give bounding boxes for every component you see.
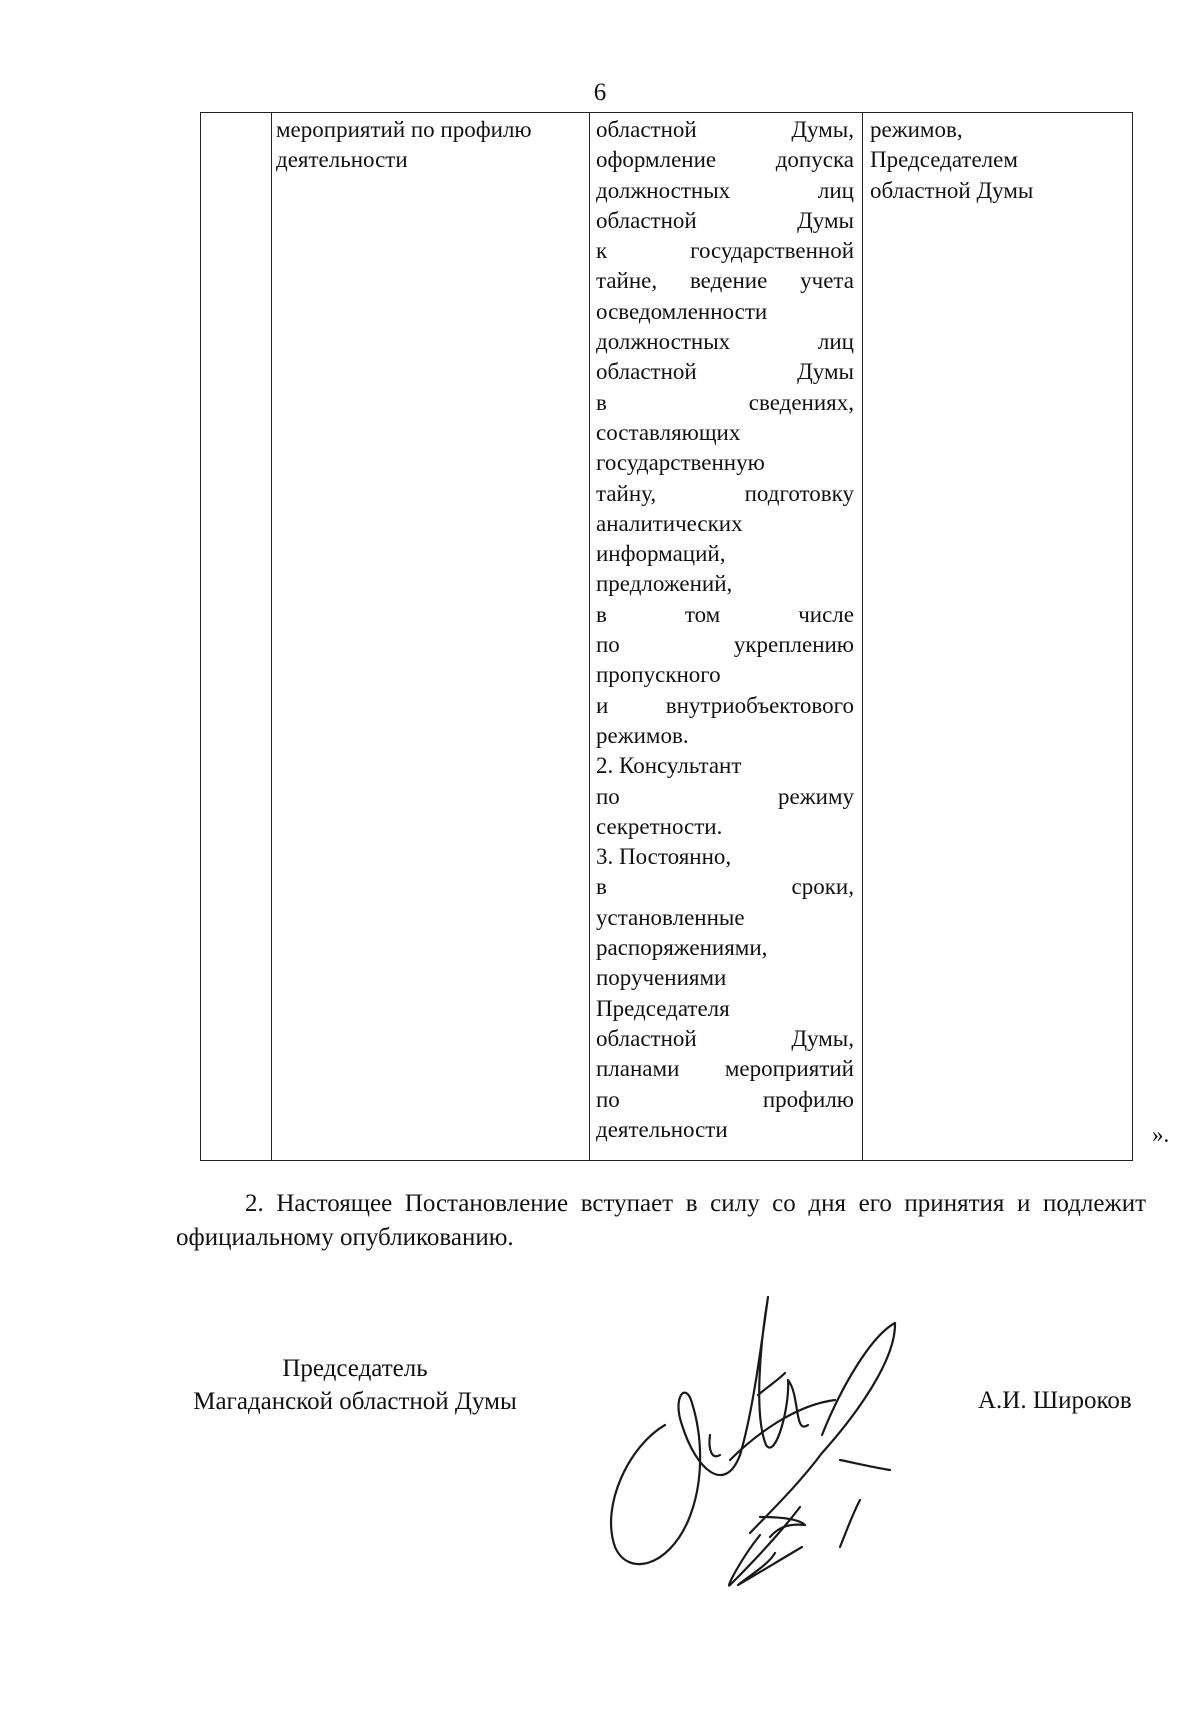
tasks-line xyxy=(596,994,854,1024)
tasks-line xyxy=(596,872,854,902)
row-number-cell xyxy=(201,113,272,1161)
tasks-word: учета xyxy=(800,268,854,294)
tasks-line xyxy=(596,630,854,660)
tasks-word: в xyxy=(596,601,607,627)
table-row xyxy=(201,113,1133,1161)
tasks-line xyxy=(596,600,854,630)
event-name-cell xyxy=(272,113,590,1161)
tasks-line xyxy=(596,1115,854,1145)
tasks-word: должностных xyxy=(596,177,731,203)
tasks-line xyxy=(596,660,854,690)
tasks-word: Думы xyxy=(797,207,854,233)
tasks-word: государственной xyxy=(690,238,854,264)
tasks-line xyxy=(596,1054,854,1084)
tasks-line xyxy=(596,782,854,812)
tasks-word: по xyxy=(596,632,620,658)
tasks-word: аналитических xyxy=(596,510,743,536)
tasks-word: в xyxy=(596,874,607,900)
event-name-text: мероприятий по профилю деятельности xyxy=(276,117,532,173)
tasks-word: должностных xyxy=(596,329,731,355)
responsible-cell xyxy=(863,113,1133,1161)
tasks-line xyxy=(596,903,854,933)
tasks-word: сроки, xyxy=(791,874,854,900)
tasks-line xyxy=(596,176,854,206)
tasks-word: тайне, xyxy=(596,268,658,294)
tasks-line xyxy=(596,479,854,509)
tasks-word: и xyxy=(596,692,609,718)
tasks-line xyxy=(596,266,854,296)
tasks-word: информаций, xyxy=(596,541,726,567)
tasks-line xyxy=(596,206,854,236)
signatory-title-line-1: Председатель xyxy=(282,1355,428,1382)
tasks-line xyxy=(596,297,854,327)
tasks-cell xyxy=(590,113,863,1161)
tasks-word: предложений, xyxy=(596,571,733,597)
tasks-word: к xyxy=(596,238,608,264)
tasks-word: областной xyxy=(596,207,697,233)
tasks-line xyxy=(596,509,854,539)
tasks-word: мероприятий xyxy=(724,1056,854,1082)
signatory-title xyxy=(150,1352,560,1418)
tasks-word: деятельности xyxy=(596,1116,728,1142)
tasks-word: том xyxy=(684,601,721,627)
tasks-word: режиму xyxy=(778,783,854,809)
tasks-word: тайну, xyxy=(596,480,657,506)
tasks-word: составляющих xyxy=(596,419,741,445)
tasks-word: 3. Постоянно, xyxy=(596,844,732,870)
tasks-word: Думы xyxy=(797,359,854,385)
tasks-line xyxy=(596,963,854,993)
tasks-word: областной xyxy=(596,1025,697,1051)
tasks-line xyxy=(596,145,854,175)
tasks-line xyxy=(596,569,854,599)
handwritten-signature xyxy=(590,1285,920,1595)
tasks-line xyxy=(596,236,854,266)
page-number: 6 xyxy=(593,79,607,106)
tasks-line xyxy=(596,751,854,781)
tasks-line xyxy=(596,691,854,721)
tasks-word: Думы, xyxy=(791,117,854,142)
tasks-word: числе xyxy=(798,601,854,627)
responsible-text: режимов, Председателем областной Думы xyxy=(870,117,1034,203)
tasks-line xyxy=(596,448,854,478)
tasks-word: лиц xyxy=(817,177,854,203)
closing-quote: ». xyxy=(1152,1122,1170,1147)
tasks-word: режимов. xyxy=(596,722,689,748)
tasks-word: государственную xyxy=(596,450,765,476)
tasks-word: укреплению xyxy=(733,632,854,658)
tasks-word: Председателя xyxy=(596,995,730,1021)
tasks-line xyxy=(596,1085,854,1115)
tasks-word: подготовку xyxy=(744,480,854,506)
tasks-word: Думы, xyxy=(791,1025,854,1051)
tasks-word: планами xyxy=(596,1056,680,1082)
tasks-word: лиц xyxy=(817,329,854,355)
tasks-word: по xyxy=(596,783,620,809)
tasks-word: поручениями xyxy=(596,965,727,991)
tasks-line xyxy=(596,357,854,387)
tasks-word: профилю xyxy=(762,1086,854,1112)
tasks-line xyxy=(596,539,854,569)
tasks-word: 2. Консультант xyxy=(596,753,742,779)
tasks-word: ведение xyxy=(689,268,768,294)
tasks-word: областной xyxy=(596,359,697,385)
tasks-word: установленные xyxy=(596,904,745,930)
tasks-word: оформление xyxy=(596,147,717,173)
tasks-line xyxy=(596,842,854,872)
tasks-line xyxy=(596,115,854,145)
tasks-line xyxy=(596,933,854,963)
tasks-line xyxy=(596,388,854,418)
tasks-line xyxy=(596,418,854,448)
tasks-line xyxy=(596,327,854,357)
tasks-word: по xyxy=(596,1086,620,1112)
signatory-name: А.И. Широков xyxy=(978,1387,1132,1414)
tasks-word: секретности. xyxy=(596,813,723,839)
tasks-word: осведомленности xyxy=(596,298,768,324)
measures-table xyxy=(200,112,1133,1161)
tasks-word: допуска xyxy=(775,147,854,173)
tasks-word: пропускного xyxy=(596,662,721,688)
tasks-word: областной xyxy=(596,117,697,142)
tasks-word: сведениях, xyxy=(748,389,854,415)
resolution-paragraph: 2. Настоящее Постановление вступает в силу со дня его принятия и подлежит официальному опубликованию. xyxy=(176,1190,1146,1251)
tasks-line xyxy=(596,1024,854,1054)
tasks-word: внутриобъектового xyxy=(665,692,854,718)
tasks-word: распоряжениями, xyxy=(596,935,768,961)
tasks-line xyxy=(596,812,854,842)
tasks-word: в xyxy=(596,389,607,415)
signatory-title-line-2: Магаданской областной Думы xyxy=(193,1388,517,1415)
tasks-line xyxy=(596,721,854,751)
